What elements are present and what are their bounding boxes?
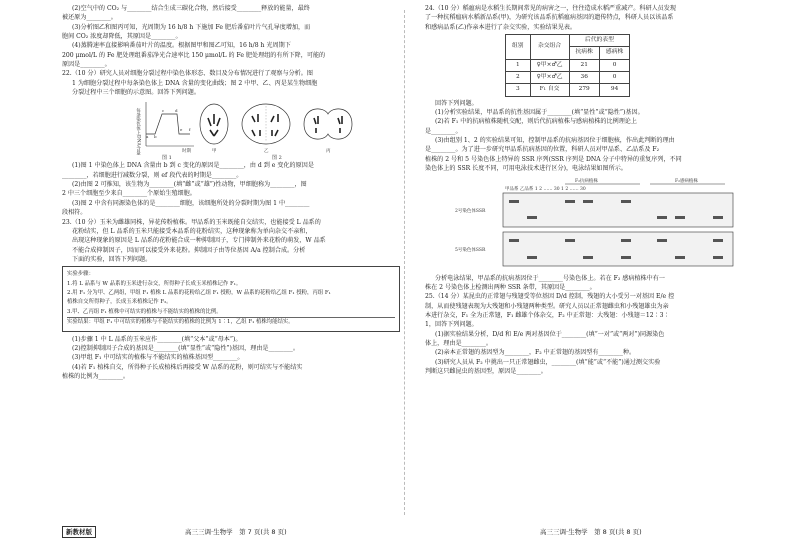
- edition-label: 新教材版: [62, 526, 96, 538]
- table-cell: ♀甲×♂乙: [530, 59, 569, 71]
- box-line: 2.用 F₁ 分为甲、乙两组，甲组 F₁ 植株 L 品系的花粉给乙组 F₁ 授粉，W 品系的花粉给乙组 F₁ 授粉，丙组 F₁: [67, 290, 331, 297]
- text-line: 制，从而使残翅表现为大残翅和小残翅两种类型。研究人员以正常翅雌虫和小残翅雄虫为亲: [425, 302, 669, 310]
- text-line: 和感病品系(乙)作亲本进行了杂交实验，实验结果见表。: [425, 23, 577, 31]
- question-stem: 23.（10 分）玉米为雌雄同株，异花传粉植株。甲品系的玉米既能自交结实，也能接受 L 品系的: [62, 218, 321, 226]
- text-line: 原因是________。: [62, 61, 111, 69]
- chromosomes-bing: [314, 116, 342, 133]
- gel-row-chr5: [503, 232, 733, 266]
- fig1-point-e: e: [180, 127, 183, 133]
- text-line: 是________。为了进一步研究甲品系抗病基因的位置，科研人员对甲品系、乙品系及 F₂: [425, 146, 660, 154]
- text-line: 植株的 2 号和 5 号染色体上特异的 SSR 序列(SSR 序列是 DNA 分子中特异的重复序列，不同: [425, 155, 682, 163]
- table-cell: 279: [569, 84, 599, 96]
- text-line: (1)图 1 中染色体上 DNA 含量由 b 到 c 变化的原因是________，由 d 到 e 变化的原因是: [72, 162, 314, 170]
- table-row: [506, 72, 630, 84]
- table-row: [506, 59, 630, 71]
- text-line: (3)分析图乙和图丙可知，光周期为 16 h/8 h 下施加 Fe 肥后番茄叶片气孔导度增加，而: [72, 23, 311, 31]
- question-stem: 22.（10 分）研究人员对细胞分裂过程中染色体形态、数目及分布情况进行了观察与分析。图: [62, 70, 313, 78]
- table-header: 杂交组合: [530, 35, 569, 60]
- box-line: 植株自交所得种子，长成玉米植株记作 F₂。: [67, 299, 172, 306]
- text-line: 2 中三个细胞至少来自________个原始生殖细胞。: [62, 190, 196, 198]
- table-row: [506, 84, 630, 96]
- fig2-label-jia: 甲: [212, 149, 217, 155]
- table-cell: 21: [569, 59, 599, 71]
- gel-label-susceptible: F₂感病植株: [675, 178, 698, 184]
- table-cell: 0: [599, 59, 629, 71]
- gel-row-chr2: [503, 193, 733, 227]
- text-line: (4)蒸腾速率直接影响番茄叶片的温度。根据图甲和图乙可知，16 h/8 h 光周期下: [72, 42, 291, 50]
- text-line: 下面的实验，回答下列问题。: [72, 255, 152, 263]
- table-cell: ♀甲×♂乙: [530, 72, 569, 84]
- text-line: (2)控制抑制因子合成的基因是________(填“显性”或“隐性”)基因，理由是________。: [72, 345, 299, 352]
- page-footer-left: 高三三调·生物学 第 7 页(共 8 页): [185, 528, 287, 536]
- text-line: (1)分析实验结果，甲品系的抗性基因属于________(填“显性”或“隐性”)基因。: [435, 109, 644, 117]
- experiment-box: [62, 266, 400, 331]
- page-divider: [404, 10, 405, 515]
- fig1-point-c: c: [162, 108, 165, 114]
- text-line: 判断这只雌昆虫的基因型，原因是________。: [425, 367, 547, 375]
- text-line: 分裂过程中三个细胞的示意图。回答下列问题。: [72, 89, 200, 97]
- text-line: 体上，理由是________。: [425, 339, 493, 347]
- electrophoresis-figure: [425, 176, 765, 272]
- q21-cont: [62, 4, 400, 69]
- text-line: (1)据实验结果分析，D/d 和 E/e 两对基因位于________(填“一对”或“两对”)同源染色: [435, 330, 665, 338]
- q22: [62, 69, 400, 217]
- text-line: (3)由组别 1、2 的实验结果可知，控制甲品系的抗病基因位于细胞核，作出此判断的理由: [435, 137, 675, 145]
- text-line: (4)若 F₁ 植株自交，所得种子长成植株后再接受 W 品系的花粉，则可结实与不能结实: [72, 363, 303, 371]
- gel-row-label-chr5: 5号染色体SSR: [455, 247, 486, 253]
- fig1-xlabel: 时期: [182, 149, 191, 155]
- gel-label-resistant: F₂抗病植株: [575, 178, 598, 184]
- text-line: (2)空气中的 CO₂ 与________结合生成三碳化合物，然后接受________释放的能量，最终: [72, 5, 310, 12]
- text-line: 1，回答下列问题。: [425, 321, 478, 329]
- text-line: 被还原为________。: [62, 14, 117, 22]
- fig1-caption: 图 1: [162, 155, 172, 161]
- text-line: 分析电泳结果，甲品系的抗病基因位于________号染色体上。若在 F₂ 感病植株中有一: [435, 274, 665, 282]
- text-line: 植株的比例为________。: [62, 373, 130, 381]
- edition-tag: [62, 527, 96, 536]
- text-line: (3)研究人员从 F₂ 中挑出一只正常翅雌虫，________(填“能”或“不能”)通过测交实验: [435, 358, 661, 366]
- text-line: 200 μmol/L 的 Fe 肥处理组番茄净光合速率比 150 μmol/L 的 Fe 肥处理组的有所下降，可能的: [62, 51, 326, 59]
- right-page: [425, 4, 765, 376]
- electrophoresis-gel: [425, 176, 765, 272]
- text-line: (1)步骤 1 中 L 品系的玉米应作________(填“父本”或“母本”)。: [72, 335, 242, 343]
- text-line: ________，若细胞进行减数分裂，则 ef 段代表的时期是________。: [62, 171, 243, 179]
- fig1-point-a: a: [146, 134, 149, 140]
- table-cell: 36: [569, 72, 599, 84]
- text-line: (3)甲组 F₁ 中可结实的植株与不能结实的植株基因型________。: [72, 354, 244, 362]
- question-stem: 25.（14 分）某昆虫的正常翅与残翅受等位基因 D/d 控制，残翅的大小受另一对基因 E/e 控: [425, 293, 675, 301]
- text-line: 胞间 CO₂ 浓度却降低，其原因是________。: [62, 33, 182, 41]
- table-cell: 3: [506, 84, 531, 96]
- table-header: 组别: [506, 35, 531, 60]
- cross-table: [505, 34, 630, 97]
- text-line: 不能合成抑制因子，因而可以接受外来花粉。抑制因子由等位基因 A/a 控制合成。分析: [72, 246, 306, 254]
- box-line: 1.将 L 品系与 W 品系的玉米进行杂交，所得种子长成玉米植株记作 F₁。: [67, 280, 242, 287]
- text-line: 1 为细胞分裂过程中每条染色体上 DNA 含量的变化曲线；图 2 中甲、乙、丙是某生物细胞: [72, 79, 318, 87]
- table-header: 感病株: [599, 47, 629, 59]
- fig1-point-f: f: [189, 127, 191, 133]
- chromosomes-yi: [252, 114, 278, 136]
- text-line: 染色体上的 SSR 长度不同，可用电泳技术进行区分)，电泳结果如图所示。: [425, 165, 627, 173]
- table-header: 后代的表型: [569, 35, 630, 47]
- question-stem: 24.（10 分）稻瘟病是水稻生长期间常见的病害之一，往往造成水稻严重减产。科研人员发现: [425, 5, 676, 12]
- table-cell: 94: [599, 84, 629, 96]
- box-line: 3.甲、乙丙组 F₁ 植株中可结实的植株与不能结实的植株的比例。: [67, 308, 222, 315]
- text-line: 了一种抗稻瘟病水稻新品系(甲)，为研究该品系抗稻瘟病基因的遗传特点，科研人员以该品系: [425, 14, 674, 22]
- text-line: 是________。: [425, 127, 462, 135]
- text-line: 本进行杂交，F₁ 全为正常翅，F₁ 雌雄个体杂交，F₂ 中正常翅：大残翅：小残翅＝12∶3∶: [425, 311, 670, 319]
- page-footer-right: 高三三调·生物学 第 8 页(共 8 页): [540, 528, 642, 536]
- fig2-label-bing: 丙: [326, 149, 331, 155]
- fig1-point-b: b: [154, 134, 157, 140]
- fig2-caption: 图 2: [272, 155, 282, 161]
- fig1-point-d: d: [175, 108, 178, 114]
- chromosomes-jia: [208, 114, 220, 136]
- text-line: 回答下列问题。: [435, 99, 478, 107]
- left-page: [62, 4, 400, 381]
- text-line: 段相符。: [62, 209, 87, 217]
- fig2-label-yi: 乙: [264, 149, 269, 155]
- cell-bing: [304, 109, 352, 139]
- q24: [425, 4, 765, 292]
- box-line: 实验步骤：: [67, 271, 94, 278]
- q22-figures: [62, 98, 400, 160]
- text-line: (2)若 F₁ 中的抗病植株随机交配，则后代抗病植株与感病植株的比例理论上: [435, 118, 637, 126]
- text-line: (2)亲本正常翅的基因型为________，F₂ 中正常翅的基因型有________种。: [435, 349, 636, 357]
- table-cell: 1: [506, 59, 531, 71]
- table-cell: F₁ 自交: [530, 84, 569, 96]
- text-line: (2)由图 2 可推知，该生物为________(填“雌”或“雄”)性动物，甲细胞称为________，图: [72, 181, 307, 189]
- text-line: 花粉结实，但 L 品系的玉米只能接受本品系的花粉结实，这种现象称为单向杂交不亲和，: [72, 227, 312, 235]
- table-cell: 2: [506, 72, 531, 84]
- text-line: (3)图 2 中含有同源染色体的是________细胞，该细胞所处的分裂时期为图 1 中________: [72, 199, 310, 207]
- q23: [62, 218, 400, 382]
- text-line: 出现这种现象的原因是 L 品系的花粉能合成一种抑制因子，专门抑制外来花粉的萌发，W 品系: [72, 237, 326, 245]
- table-cell: 0: [599, 72, 629, 84]
- q25: [425, 292, 765, 376]
- gel-lane-labels: 甲品系 乙品系 1 2 …… 30 1 2 …… 30: [505, 186, 586, 192]
- fig1-dna-curve: [62, 98, 400, 160]
- table-header: 抗病株: [569, 47, 599, 59]
- box-line: 实验结果：甲组 F₁ 中可结实的植株与不能结实的植株的比例为 1∶1，乙组 F₁ 植株均能结实。: [67, 317, 395, 327]
- text-line: 株在 2 号染色体上检测出两种 SSR 条带，其原因是________。: [425, 283, 596, 291]
- fig1-ylabel: 每条染色体上DNA含量: [135, 108, 141, 156]
- gel-row-label-chr2: 2号染色体SSR: [455, 208, 486, 214]
